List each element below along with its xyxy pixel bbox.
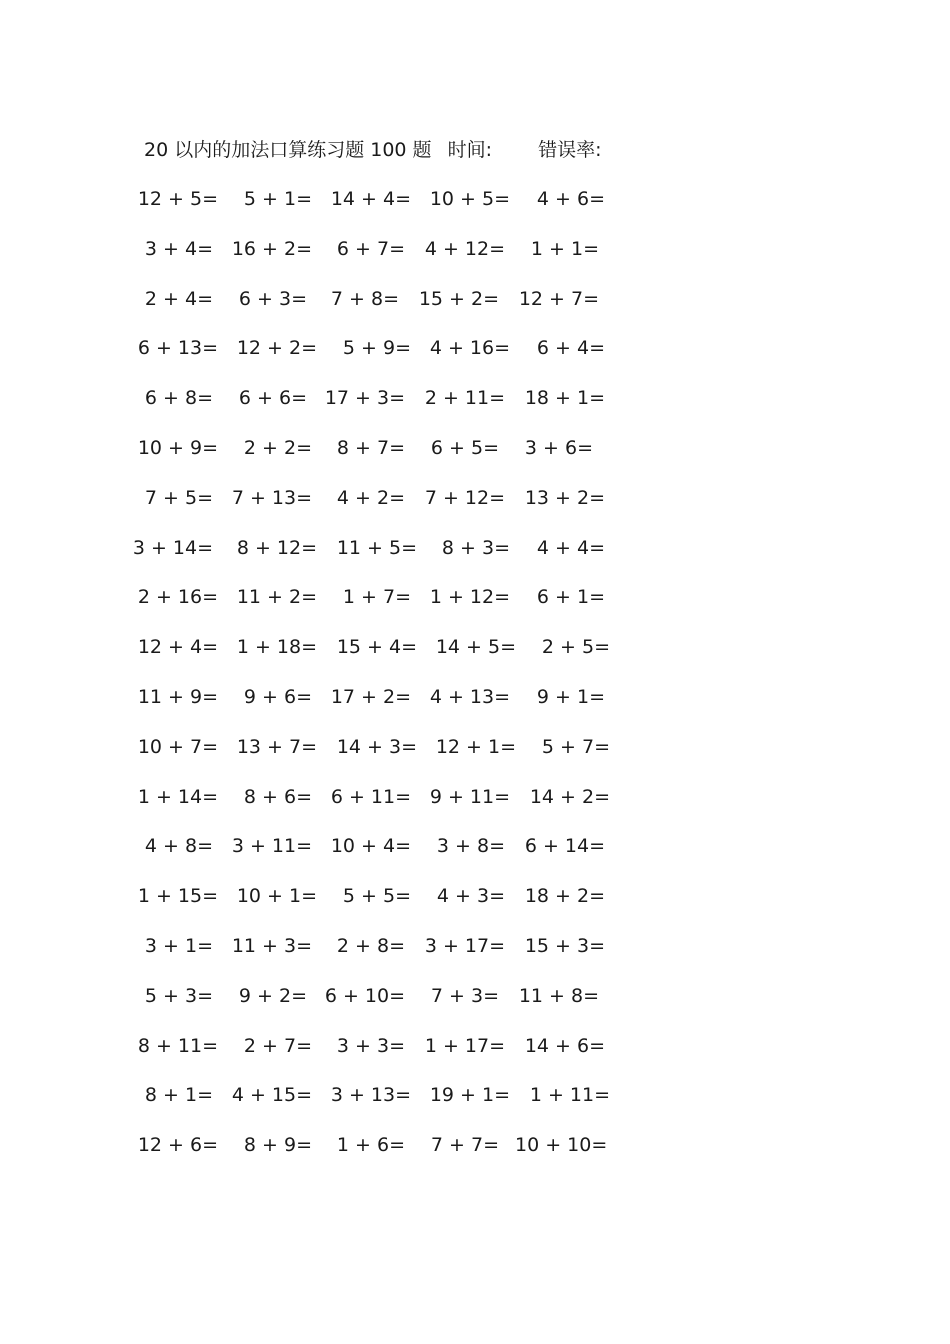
problem-row [0,981,700,1011]
problem-cell: 4 + 3= [436,885,505,907]
problem-row [0,1031,700,1061]
problem-cell: 4 + 16= [429,337,510,359]
problem-cell: 4 + 4= [536,537,605,559]
problem-row [0,1080,700,1110]
problem-cell: 14 + 6= [524,1035,605,1057]
problem-cell: 13 + 7= [236,736,317,758]
problem-cell: 4 + 12= [424,238,505,260]
problem-cell: 5 + 5= [342,885,411,907]
problem-cell: 6 + 6= [238,387,307,409]
problem-cell: 10 + 1= [236,885,317,907]
problem-cell: 7 + 12= [424,487,505,509]
problem-cell: 2 + 7= [243,1035,312,1057]
problem-cell: 11 + 5= [336,537,417,559]
problem-cell: 1 + 6= [336,1134,405,1156]
problem-row [0,533,700,563]
problem-cell: 17 + 3= [324,387,405,409]
problem-row [0,333,700,363]
problem-cell: 18 + 1= [524,387,605,409]
problem-cell: 2 + 8= [336,935,405,957]
problem-cell: 3 + 14= [132,537,213,559]
problem-cell: 5 + 9= [342,337,411,359]
problem-row [0,881,700,911]
problem-cell: 4 + 2= [336,487,405,509]
problem-row [0,782,700,812]
problem-cell: 1 + 12= [429,586,510,608]
problem-cell: 12 + 6= [137,1134,218,1156]
problem-cell: 4 + 15= [231,1084,312,1106]
problem-row [0,831,700,861]
problem-cell: 2 + 2= [243,437,312,459]
problem-cell: 6 + 7= [336,238,405,260]
problem-cell: 9 + 2= [238,985,307,1007]
problem-cell: 15 + 3= [524,935,605,957]
problem-cell: 1 + 1= [530,238,599,260]
problem-row [0,1130,700,1160]
worksheet-header [144,136,601,164]
problem-row [0,234,700,264]
problem-cell: 14 + 3= [336,736,417,758]
problem-cell: 3 + 8= [436,835,505,857]
problem-cell: 10 + 9= [137,437,218,459]
problem-cell: 8 + 12= [236,537,317,559]
problem-cell: 14 + 4= [330,188,411,210]
problem-row [0,931,700,961]
problem-cell: 7 + 8= [330,288,399,310]
problem-cell: 18 + 2= [524,885,605,907]
problem-cell: 12 + 2= [236,337,317,359]
problem-cell: 2 + 4= [144,288,213,310]
problem-cell: 3 + 4= [144,238,213,260]
problem-cell: 19 + 1= [429,1084,510,1106]
problem-cell: 16 + 2= [231,238,312,260]
problem-cell: 7 + 5= [144,487,213,509]
problem-cell: 3 + 13= [330,1084,411,1106]
problem-row [0,433,700,463]
problem-cell: 3 + 17= [424,935,505,957]
problem-row [0,483,700,513]
problem-cell: 12 + 1= [435,736,516,758]
problem-cell: 11 + 8= [518,985,599,1007]
problem-cell: 1 + 17= [424,1035,505,1057]
problem-row [0,582,700,612]
problem-row [0,284,700,314]
problem-cell: 6 + 1= [536,586,605,608]
problem-cell: 9 + 11= [429,786,510,808]
problem-cell: 14 + 5= [435,636,516,658]
problem-cell: 9 + 6= [243,686,312,708]
problem-cell: 11 + 2= [236,586,317,608]
problem-cell: 2 + 16= [137,586,218,608]
problem-cell: 4 + 8= [144,835,213,857]
problem-cell: 3 + 6= [524,437,593,459]
problem-cell: 11 + 3= [231,935,312,957]
problem-cell: 7 + 7= [430,1134,499,1156]
problem-cell: 1 + 18= [236,636,317,658]
worksheet-title: 20 以内的加法口算练习题 100 题 [144,139,432,161]
problem-cell: 8 + 7= [336,437,405,459]
problem-cell: 9 + 1= [536,686,605,708]
problem-cell: 6 + 8= [144,387,213,409]
problem-cell: 2 + 5= [541,636,610,658]
problem-cell: 1 + 7= [342,586,411,608]
problem-cell: 1 + 14= [137,786,218,808]
problem-cell: 5 + 7= [541,736,610,758]
problem-cell: 14 + 2= [529,786,610,808]
problem-cell: 4 + 13= [429,686,510,708]
problem-cell: 3 + 1= [144,935,213,957]
problem-cell: 5 + 1= [243,188,312,210]
problem-cell: 10 + 4= [330,835,411,857]
problem-cell: 5 + 3= [144,985,213,1007]
error-rate-label: 错误率: [538,139,602,161]
problem-cell: 12 + 4= [137,636,218,658]
problem-cell: 15 + 2= [418,288,499,310]
problem-cell: 8 + 6= [243,786,312,808]
problem-cell: 8 + 11= [137,1035,218,1057]
problem-cell: 8 + 1= [144,1084,213,1106]
problem-cell: 10 + 10= [515,1134,608,1156]
problem-cell: 6 + 4= [536,337,605,359]
problem-row [0,632,700,662]
problem-cell: 3 + 3= [336,1035,405,1057]
problem-cell: 10 + 7= [137,736,218,758]
problem-cell: 6 + 3= [238,288,307,310]
problem-cell: 6 + 13= [137,337,218,359]
problem-cell: 6 + 11= [330,786,411,808]
problem-cell: 6 + 5= [430,437,499,459]
problem-row [0,682,700,712]
problem-cell: 12 + 7= [518,288,599,310]
problem-cell: 6 + 14= [524,835,605,857]
problem-cell: 4 + 6= [536,188,605,210]
problem-cell: 8 + 3= [441,537,510,559]
time-label: 时间: [447,139,493,161]
problem-cell: 1 + 15= [137,885,218,907]
problem-row [0,383,700,413]
problem-cell: 2 + 11= [424,387,505,409]
problem-cell: 10 + 5= [429,188,510,210]
problem-row [0,732,700,762]
problem-cell: 8 + 9= [243,1134,312,1156]
problem-cell: 6 + 10= [324,985,405,1007]
problem-cell: 15 + 4= [336,636,417,658]
problem-cell: 13 + 2= [524,487,605,509]
problem-row [0,184,700,214]
problem-cell: 1 + 11= [529,1084,610,1106]
problem-cell: 17 + 2= [330,686,411,708]
problem-cell: 3 + 11= [231,835,312,857]
problem-cell: 7 + 13= [231,487,312,509]
problem-cell: 12 + 5= [137,188,218,210]
problem-cell: 11 + 9= [137,686,218,708]
problem-cell: 7 + 3= [430,985,499,1007]
